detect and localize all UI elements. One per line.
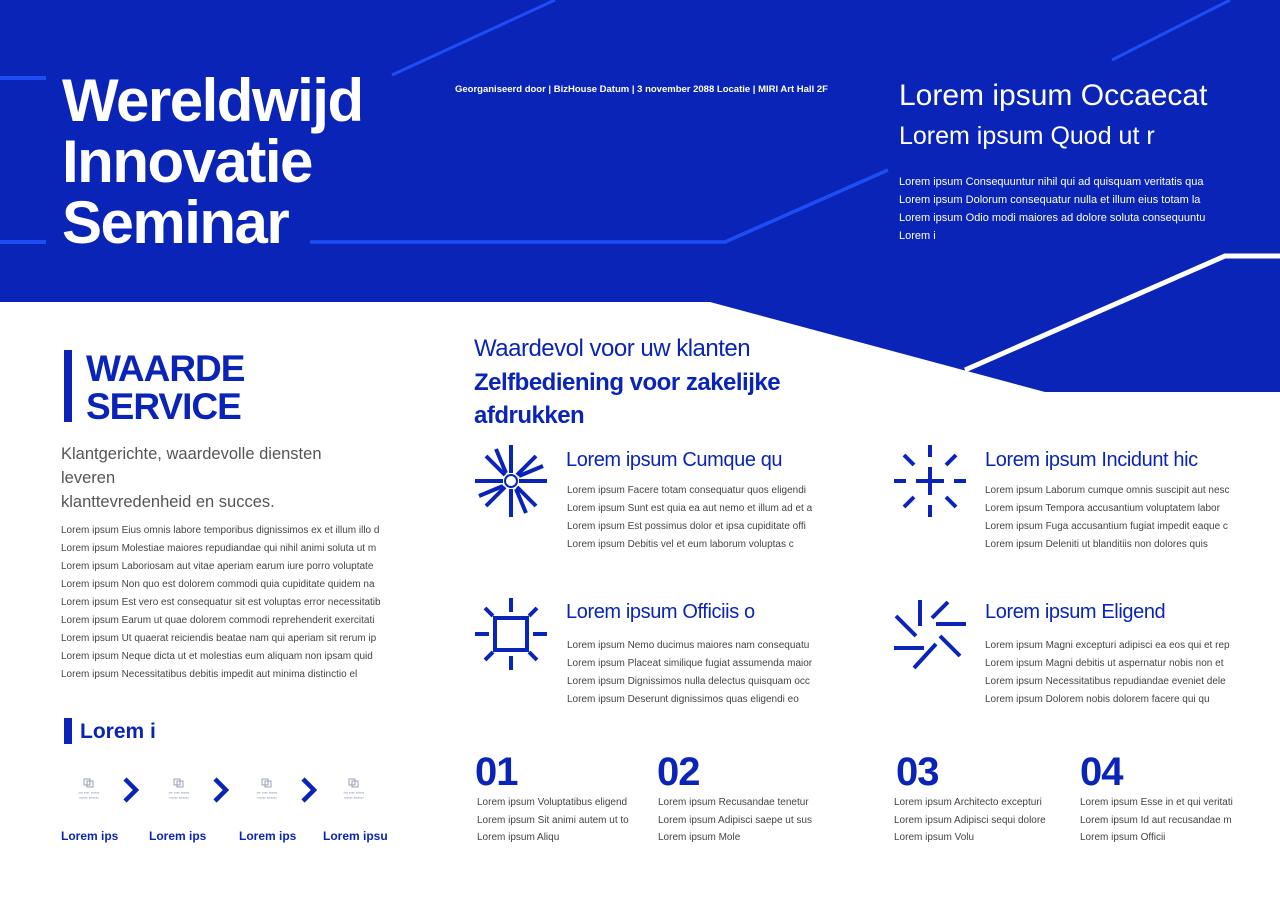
header-right-body (899, 173, 1239, 245)
chevron-right-icon (121, 776, 141, 804)
body-line: Lorem ipsum Ut quaerat reiciendis beatae nam qui aperiam sit rerum ip (61, 633, 377, 644)
header-right-body-line: Lorem ipsum Dolorum consequatur nulla et illum eius totam la (899, 194, 1201, 206)
organizer-line: Georganiseerd door | BizHouse Datum | 3 november 2088 Locatie | MIRI Art Hall 2F (455, 84, 828, 95)
waarde-service-title-line: WAARDE (86, 348, 245, 389)
feature-body-line: Lorem ipsum Est possimus dolor et ipsa cupiditate offi (567, 521, 806, 532)
step-label-4: Lorem ipsu (323, 829, 388, 843)
placeholder-lines: ▪▪▪ ▪▪▪▪ ▪▪▪▪▪▪ ▪▪▪▪▪▪ ▪▪▪▪▪▪▪ (343, 790, 365, 800)
feature-body-line: Lorem ipsum Sunt est quia ea aut nemo et illum ad et a (567, 503, 813, 514)
feature-body-line: Lorem ipsum Magni excepturi adipisci ea eos qui et rep (985, 640, 1230, 651)
waarde-service-body (61, 522, 386, 684)
feature-body-line: Lorem ipsum Laborum cumque omnis suscipit aut nesc (985, 485, 1230, 496)
waarde-service-title-line: SERVICE (86, 386, 241, 427)
feature-body-line: Lorem ipsum Debitis vel et eum laborum voluptas c (567, 539, 794, 550)
header-right-body-line: Lorem ipsum Odio modi maiores ad dolore soluta consequuntu (899, 212, 1206, 224)
body-line: Lorem ipsum Est vero est consequatur sit est voluptas error necessitatib (61, 597, 381, 608)
number-body-line: Lorem ipsum Id aut recusandae m (1080, 814, 1232, 826)
steps-accent-bar (64, 718, 72, 744)
number-body-line: Lorem ipsum Officii (1080, 832, 1166, 843)
number-body-line: Lorem ipsum Esse in et qui veritati (1080, 797, 1233, 808)
copy-icon (348, 778, 360, 788)
square-target-icon (473, 596, 549, 672)
body-line: Lorem ipsum Eius omnis labore temporibus dignissimos ex et illum illo d (61, 525, 380, 536)
placeholder-lines: ▪▪▪ ▪▪▪▪ ▪▪▪▪▪▪ ▪▪▪▪▪▪ ▪▪▪▪▪▪▪ (78, 790, 100, 800)
value-subheading (474, 366, 834, 432)
main-title-line-2: Innovatie (62, 128, 312, 195)
feature-body-line: Lorem ipsum Fuga accusantium fugiat impedit eaque c (985, 521, 1228, 532)
subtitle-line: klanttevredenheid en succes. (61, 493, 275, 511)
copy-icon (83, 778, 95, 788)
number-body-line: Lorem ipsum Adipisci saepe ut sus (658, 814, 812, 826)
feature-body-line: Lorem ipsum Deleniti ut blanditiis non dolores quis (985, 539, 1208, 550)
sparkle-lines-icon (892, 596, 968, 672)
subtitle-line: Klantgerichte, waardevolle diensten (61, 445, 322, 463)
step-card-4 (317, 762, 391, 820)
number-01: 01 (475, 750, 518, 794)
placeholder-lines: ▪▪▪ ▪▪▪▪ ▪▪▪▪▪▪ ▪▪▪▪▪▪ ▪▪▪▪▪▪▪ (256, 790, 278, 800)
step-label-3: Lorem ips (239, 829, 297, 843)
body-line: Lorem ipsum Non quo est dolorem commodi quia cupiditate quidem na (61, 579, 375, 590)
body-line: Lorem ipsum Molestiae maiores repudiandae qui nihil animi soluta ut m (61, 543, 377, 554)
body-line: Lorem ipsum Earum ut quae dolorem commodi reprehenderit exercitati (61, 615, 375, 626)
body-line: Lorem ipsum Neque dicta ut et molestias eum aliquam non ipsam quid (61, 651, 373, 662)
step-card-2 (142, 762, 216, 820)
number-body-line: Lorem ipsum Adipisci sequi dolore (894, 814, 1046, 826)
feature-body-line: Lorem ipsum Dolorem nobis dolorem facere qui qu (985, 694, 1210, 705)
feature-body-2 (985, 482, 1235, 554)
feature-body-line: Lorem ipsum Tempora accusantium voluptatem labor (985, 503, 1220, 514)
number-body-line: Lorem ipsum Aliqu (477, 832, 560, 843)
feature-body-1 (567, 482, 817, 554)
number-04: 04 (1080, 750, 1123, 794)
number-body-01 (477, 794, 637, 847)
chevron-right-icon (299, 776, 319, 804)
feature-title-2: Lorem ipsum Incidunt hic (985, 449, 1198, 471)
steps-title: Lorem i (80, 720, 156, 743)
crosshair-icon (892, 443, 968, 519)
number-body-line: Lorem ipsum Recusandae tenetur (658, 797, 809, 808)
header-right-heading-1: Lorem ipsum Occaecat (899, 79, 1208, 112)
feature-title-1: Lorem ipsum Cumque qu (566, 449, 783, 471)
waarde-service-subtitle (61, 442, 361, 514)
step-label-2: Lorem ips (149, 829, 207, 843)
placeholder-lines: ▪▪▪ ▪▪▪▪ ▪▪▪▪▪▪ ▪▪▪▪▪▪ ▪▪▪▪▪▪▪ (168, 790, 190, 800)
step-label-1: Lorem ips (61, 829, 119, 843)
feature-body-4 (985, 637, 1235, 709)
feature-body-line: Lorem ipsum Placeat similique fugiat assumenda maior (567, 658, 813, 669)
waarde-service-title (86, 350, 244, 426)
feature-body-line: Lorem ipsum Nemo ducimus maiores nam consequatu (567, 640, 810, 651)
number-body-line: Lorem ipsum Mole (658, 832, 741, 843)
number-02: 02 (657, 750, 700, 794)
header-right-body-line: Lorem ipsum Consequuntur nihil qui ad quisquam veritatis qua (899, 176, 1204, 188)
number-body-line: Lorem ipsum Architecto excepturi (894, 797, 1042, 808)
number-body-04 (1080, 794, 1240, 847)
body-line: Lorem ipsum Necessitatibus debitis impedit aut minima distinctio el (61, 669, 358, 680)
chevron-right-icon (211, 776, 231, 804)
feature-title-3: Lorem ipsum Officiis o (566, 601, 755, 623)
value-subheading-line: afdrukken (474, 402, 585, 429)
main-title (62, 67, 422, 256)
section-accent-bar (64, 350, 72, 422)
feature-body-line: Lorem ipsum Deserunt dignissimos quas eligendi eo (567, 694, 799, 705)
feature-body-line: Lorem ipsum Necessitatibus repudiandae eveniet dele (985, 676, 1226, 687)
header-right-body-line: Lorem i (899, 230, 936, 242)
copy-icon (261, 778, 273, 788)
copy-icon (173, 778, 185, 788)
number-body-line: Lorem ipsum Volu (894, 832, 975, 843)
feature-body-line: Lorem ipsum Magni debitis ut aspernatur nobis non et (985, 658, 1224, 669)
main-title-line-3: Seminar (62, 189, 289, 256)
header-right-heading-2: Lorem ipsum Quod ut r (899, 122, 1155, 150)
feature-body-3 (567, 637, 817, 709)
body-line: Lorem ipsum Laboriosam aut vitae aperiam earum iure porro voluptate (61, 561, 374, 572)
feature-body-line: Lorem ipsum Facere totam consequatur quos eligendi (567, 485, 807, 496)
subtitle-line: leveren (61, 469, 116, 487)
number-body-line: Lorem ipsum Voluptatibus eligend (477, 797, 628, 808)
number-body-line: Lorem ipsum Sit animi autem ut to (477, 814, 629, 826)
step-card-3 (230, 762, 304, 820)
value-subheading-line: Zelfbediening voor zakelijke (474, 369, 781, 396)
feature-body-line: Lorem ipsum Dignissimos nulla delectus quisquam occ (567, 676, 810, 687)
number-body-03 (894, 794, 1054, 847)
feature-title-4: Lorem ipsum Eligend (985, 601, 1166, 623)
main-title-line-1: Wereldwijd (62, 67, 363, 134)
value-heading: Waardevol voor uw klanten (474, 335, 751, 362)
burst-icon (473, 443, 549, 519)
number-03: 03 (896, 750, 939, 794)
step-card-1 (52, 762, 126, 820)
number-body-02 (658, 794, 818, 847)
